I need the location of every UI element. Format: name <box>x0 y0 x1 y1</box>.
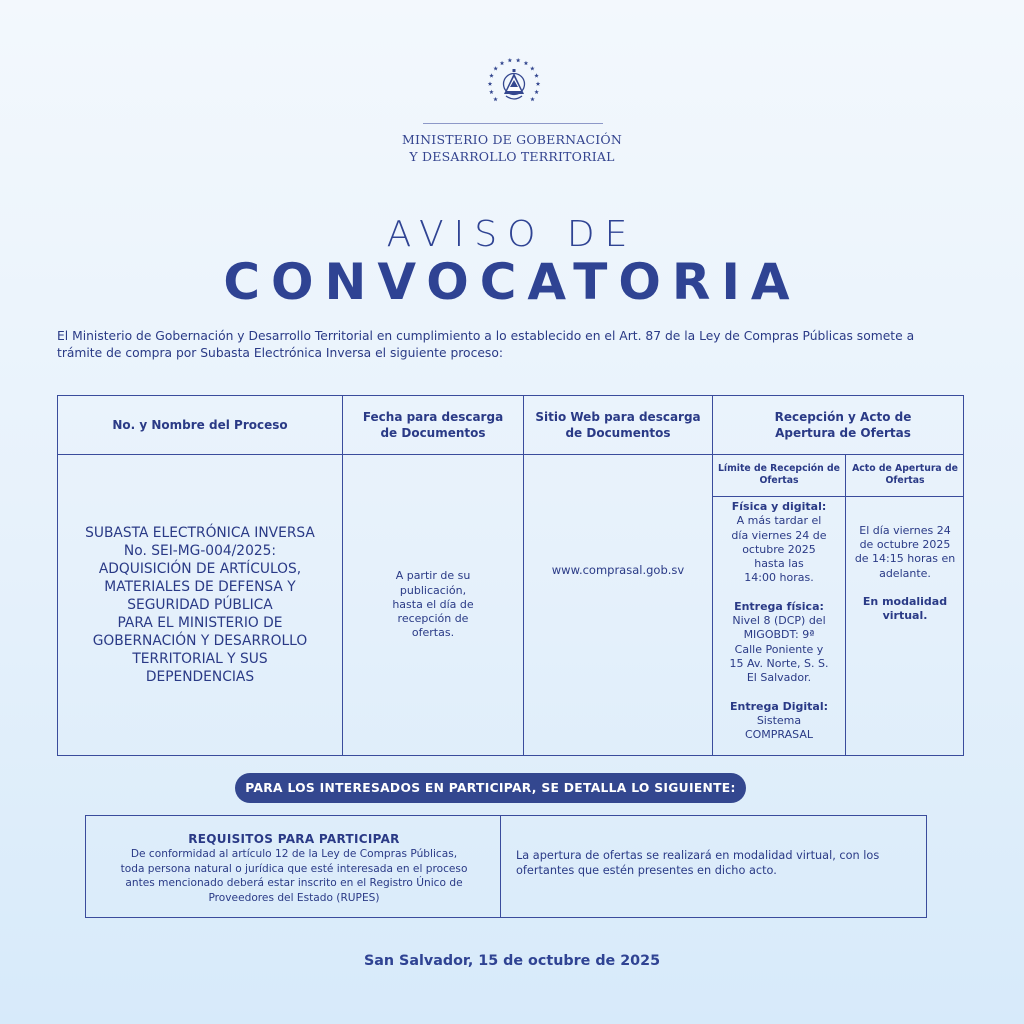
reception-line: MIGOBDT: 9ª <box>743 628 815 642</box>
reception-line: hasta las <box>754 557 804 571</box>
reception-block-title: Entrega Digital: <box>729 699 828 713</box>
download-date-line: hasta el día de <box>392 597 474 611</box>
process-line: SUBASTA ELECTRÓNICA INVERSA <box>85 525 315 541</box>
opening-modality-note: La apertura de ofertas se realizará en modalidad virtual, con los ofertantes que estén presentes en dicho acto. <box>516 849 880 877</box>
star-icon <box>536 81 541 85</box>
title-line-2: CONVOCATORIA <box>223 253 801 311</box>
process-line: No. SEI-MG-004/2025: <box>123 543 277 559</box>
star-icon <box>524 61 529 65</box>
reception-block-title: Física y digital: <box>731 500 827 513</box>
requirements-divider <box>500 816 501 917</box>
process-line: TERRITORIAL Y SUS <box>132 651 268 667</box>
opening-note-line: En modalidad <box>862 594 948 608</box>
title-line-1: AVISO DE <box>386 214 638 255</box>
process-line: SEGURIDAD PÚBLICA <box>127 597 273 613</box>
participants-banner: PARA LOS INTERESADOS EN PARTICIPAR, SE DETALLA LO SIGUIENTE: <box>235 773 746 803</box>
star-icon <box>500 61 505 65</box>
download-date-line: recepción de <box>397 612 469 626</box>
process-table <box>57 395 964 756</box>
reception-line: octubre 2025 <box>742 542 816 556</box>
requirements-line: antes mencionado deberá estar inscrito en el Registro Único de <box>125 877 463 889</box>
star-icon <box>530 66 535 70</box>
requirements-line: toda persona natural o jurídica que esté interesada en el proceso <box>120 862 468 875</box>
coat-of-arms-icon <box>486 58 542 114</box>
ministry-name-line-1: MINISTERIO DE GOBERNACIÓN <box>402 132 622 147</box>
star-icon <box>489 90 494 94</box>
star-icon <box>493 97 498 101</box>
reception-line: Nivel 8 (DCP) del <box>732 614 826 628</box>
reception-block-title: Entrega física: <box>734 599 824 613</box>
process-line: PARA EL MINISTERIO DE <box>117 615 283 631</box>
opening-line: de octubre 2025 <box>859 537 951 551</box>
download-date-line: A partir de su <box>395 569 471 583</box>
header-opening-act: Acto de Apertura de Ofertas <box>852 462 958 486</box>
reception-line: 14:00 horas. <box>744 571 814 585</box>
process-line: GOBERNACIÓN Y DESARROLLO <box>92 633 308 649</box>
process-line: ADQUISICIÓN DE ARTÍCULOS, <box>98 561 302 577</box>
requirements-title: REQUISITOS PARA PARTICIPAR <box>188 832 400 846</box>
ministry-name-line-2: Y DESARROLLO TERRITORIAL <box>409 149 615 164</box>
header-website: Sitio Web para descarga de Documentos <box>535 410 701 440</box>
cell-opening-act <box>849 496 961 651</box>
download-date-line: publicación, <box>399 583 467 597</box>
column-divider <box>712 396 713 755</box>
process-line: MATERIALES DE DEFENSA Y <box>104 579 296 595</box>
star-icon <box>516 58 521 62</box>
cell-reception-limit <box>716 500 842 750</box>
opening-note-line: virtual. <box>882 609 928 623</box>
opening-line: El día viernes 24 <box>859 523 951 537</box>
star-icon <box>488 81 493 85</box>
star-icon <box>508 58 513 62</box>
header-reception: Recepción y Acto de Apertura de Ofertas <box>774 410 912 440</box>
reception-line: Calle Poniente y <box>734 642 824 656</box>
header-divider <box>423 123 603 124</box>
requirements-left <box>100 832 488 905</box>
star-icon <box>493 66 498 70</box>
reception-line: 15 Av. Norte, S. S. <box>729 656 829 670</box>
cell-download-date <box>348 455 518 755</box>
intro-paragraph: El Ministerio de Gobernación y Desarrollo Territorial en cumplimiento a lo establecido en el Art. 87 de la Ley de Compras Públicas somete a trámite de compra por Subasta Electrónica Inversa el siguiente proceso: <box>57 329 915 360</box>
star-icon <box>534 73 539 77</box>
column-divider <box>342 396 343 755</box>
cell-process-name <box>68 455 332 755</box>
reception-line: A más tardar el <box>736 514 822 528</box>
opening-line: de 14:15 horas en <box>854 552 956 566</box>
process-line: DEPENDENCIAS <box>145 669 255 685</box>
cell-website <box>528 455 708 685</box>
opening-line: adelante. <box>879 566 931 580</box>
requirements-box <box>85 815 927 918</box>
reception-line: COMPRASAL <box>744 728 813 742</box>
requirements-line: De conformidad al artículo 12 de la Ley de Compras Públicas, <box>130 848 458 860</box>
requirements-line: Proveedores del Estado (RUPES) <box>208 891 380 904</box>
header-process: No. y Nombre del Proceso <box>112 418 288 432</box>
star-icon <box>489 73 494 77</box>
column-divider <box>523 396 524 755</box>
reception-line: El Salvador. <box>746 671 812 685</box>
star-icon <box>534 90 539 94</box>
column-divider <box>845 454 846 755</box>
reception-line: día viernes 24 de <box>731 528 827 542</box>
reception-line: Sistema <box>756 713 802 727</box>
header-reception-limit: Límite de Recepción de Ofertas <box>717 462 840 486</box>
download-date-line: ofertas. <box>411 626 455 640</box>
header-download-date: Fecha para descarga de Documentos <box>362 410 504 440</box>
footer-date: San Salvador, 15 de octubre de 2025 <box>363 953 661 969</box>
website-link[interactable]: www.comprasal.gob.sv <box>551 562 685 577</box>
star-icon <box>530 97 535 101</box>
